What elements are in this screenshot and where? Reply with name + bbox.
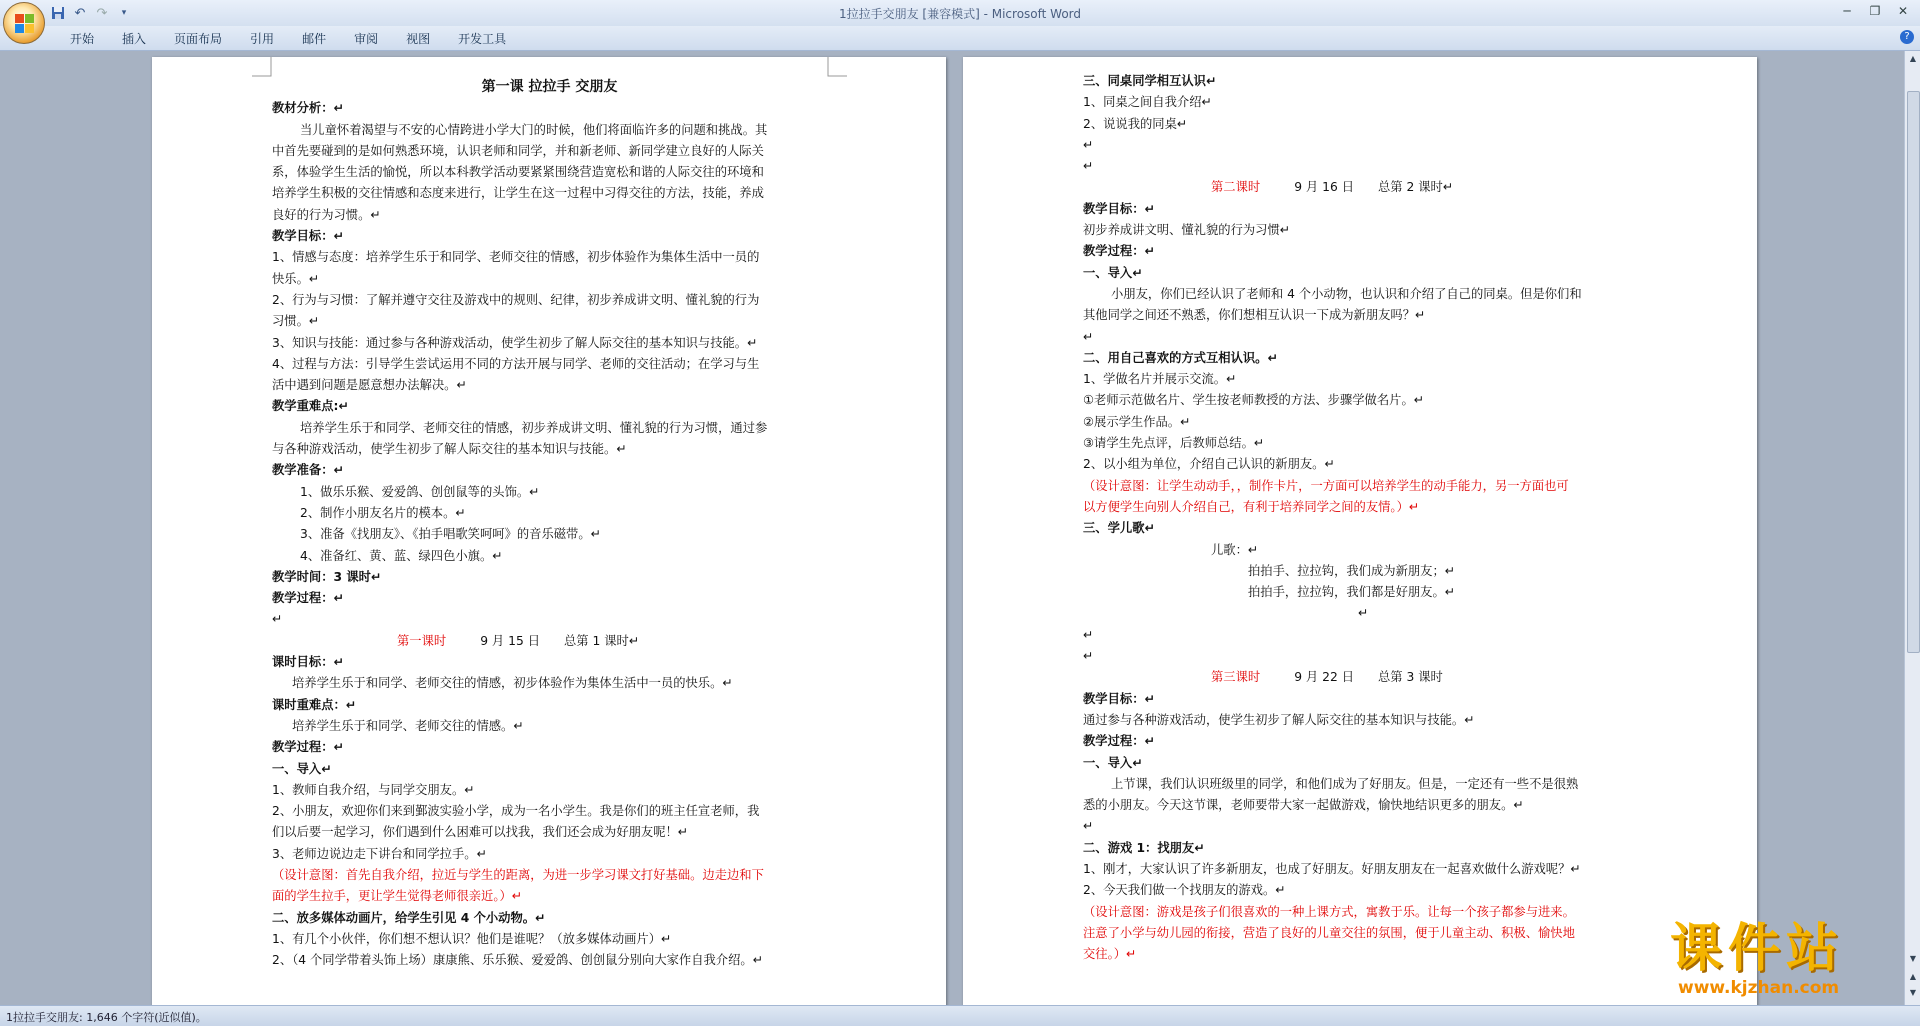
paragraph-line: 中首先要碰到的是如何熟悉环境，认识老师和同学，并和新老师、新同学建立良好的人际关 bbox=[272, 143, 764, 158]
next-page-icon[interactable]: ▼ bbox=[1909, 988, 1917, 997]
paragraph-line: 拍拍手、拉拉钩，我们成为新朋友；↵ bbox=[1248, 563, 1456, 578]
paragraph-line: 3、知识与技能：通过参与各种游戏活动，使学生初步了解人际交往的基本知识与技能。↵ bbox=[272, 335, 758, 350]
section-heading: 一、导入↵ bbox=[1083, 755, 1143, 770]
office-logo-icon bbox=[15, 14, 34, 33]
help-icon[interactable]: ? bbox=[1900, 30, 1914, 44]
paragraph-line: 2、制作小朋友名片的模本。↵ bbox=[300, 505, 466, 520]
paragraph-line: 通过参与各种游戏活动，使学生初步了解人际交往的基本知识与技能。↵ bbox=[1083, 712, 1475, 727]
paragraph-line: 1、有几个小伙伴，你们想不想认识？他们是谁呢？（放多媒体动画片）↵ bbox=[272, 931, 672, 946]
paragraph-line: ①老师示范做名片、学生按老师教授的方法、步骤学做名片。↵ bbox=[1083, 393, 1425, 408]
scroll-up-icon[interactable]: ▲ bbox=[1909, 54, 1917, 63]
section-heading: 教学过程：↵ bbox=[272, 591, 344, 606]
lesson-date: 9 月 16 日 bbox=[1294, 180, 1354, 195]
paragraph-line: 系，体验学生生活的愉悦，所以本科教学活动要紧紧围绕营造宽松和谐的人际交往的环境和 bbox=[272, 165, 764, 180]
paragraph-line: 培养学生乐于和同学、老师交往的情感，初步体验作为集体生活中一员的快乐。↵ bbox=[292, 676, 733, 691]
paragraph-line: 当儿童怀着渴望与不安的心情跨进小学大门的时候，他们将面临许多的问题和挑战。其 bbox=[300, 122, 768, 137]
tab-view[interactable]: 视图 bbox=[406, 32, 431, 46]
paragraph-line: 小朋友，你们已经认识了老师和 4 个小动物，也认识和介绍了自己的同桌。但是你们和 bbox=[1111, 286, 1582, 301]
right-page-content bbox=[1083, 71, 1638, 965]
undo-icon[interactable]: ↶ bbox=[74, 5, 86, 21]
paragraph-line: 3、准备《找朋友》、《拍手唱歌笑呵呵》的音乐磁带。↵ bbox=[300, 527, 601, 542]
paragraph-line: 活中遇到问题是愿意想办法解决。↵ bbox=[272, 378, 467, 393]
paragraph-line: ↵ bbox=[1083, 819, 1094, 834]
section-heading: 教学目标：↵ bbox=[1083, 201, 1155, 216]
paragraph-line: 1、同桌之间自我介绍↵ bbox=[1083, 95, 1212, 110]
design-intent-note: （设计意图：让学生动动手，，制作卡片，一方面可以培养学生的动手能力，另一方面也可 bbox=[1083, 478, 1569, 493]
lesson-total: 总第 1 课时↵ bbox=[564, 633, 640, 648]
window-title: 1拉拉手交朋友 [兼容模式] - Microsoft Word bbox=[838, 7, 1082, 21]
ribbon-tab-bar bbox=[0, 26, 1920, 51]
paragraph-line: 2、以小组为单位，介绍自己认识的新朋友。↵ bbox=[1083, 457, 1335, 472]
paragraph-line: ↵ bbox=[1358, 606, 1369, 621]
tab-developer[interactable]: 开发工具 bbox=[458, 32, 507, 46]
lesson-schedule-heading bbox=[272, 631, 827, 652]
section-heading: 教学过程：↵ bbox=[1083, 734, 1155, 749]
design-intent-note: 以方便学生向别人介绍自己，有利于培养同学之间的友情。）↵ bbox=[1083, 499, 1420, 514]
paragraph-line: ③请学生先点评，后教师总结。↵ bbox=[1083, 436, 1265, 451]
scroll-down-icon[interactable]: ▼ bbox=[1909, 954, 1917, 963]
paragraph-line: ②展示学生作品。↵ bbox=[1083, 414, 1191, 429]
paragraph-line: 2、（4 个同学带着头饰上场）康康熊、乐乐猴、爱爱鸽、创创鼠分别向大家作自我介绍。↵ bbox=[272, 953, 763, 968]
section-heading: 教材分析：↵ bbox=[272, 101, 344, 116]
section-heading: 教学目标：↵ bbox=[1083, 691, 1155, 706]
window-controls bbox=[1834, 2, 1916, 20]
tab-home[interactable]: 开始 bbox=[70, 32, 95, 46]
tab-insert[interactable]: 插入 bbox=[122, 32, 147, 46]
paragraph-line: 4、准备红、黄、蓝、绿四色小旗。↵ bbox=[300, 548, 503, 563]
lesson-schedule-heading bbox=[1083, 667, 1638, 688]
restore-icon[interactable]: ❐ bbox=[1869, 4, 1881, 18]
design-intent-note: 面的学生拉手，更让学生觉得老师很亲近。）↵ bbox=[272, 889, 523, 904]
paragraph-line: 悉的小朋友。今天这节课，老师要带大家一起做游戏，愉快地结识更多的朋友。↵ bbox=[1083, 798, 1524, 813]
paragraph-line: 培养学生乐于和同学、老师交往的情感。↵ bbox=[292, 718, 524, 733]
paragraph-line: 良好的行为习惯。↵ bbox=[272, 207, 381, 222]
section-heading: 教学目标：↵ bbox=[272, 229, 344, 244]
lesson-number: 第三课时 bbox=[1211, 670, 1261, 685]
paragraph-line: ↵ bbox=[1083, 329, 1094, 344]
paragraph-line: 培养学生积极的交往情感和态度来进行，让学生在这一过程中习得交往的方法，技能，养成 bbox=[272, 186, 764, 201]
document-page-right[interactable] bbox=[963, 57, 1757, 1005]
section-heading: 课时目标：↵ bbox=[272, 655, 344, 670]
paragraph-line: ↵ bbox=[1083, 649, 1094, 664]
paragraph-line: 儿歌：↵ bbox=[1211, 542, 1259, 557]
paragraph-line: 拍拍手，拉拉钩，我们都是好朋友。↵ bbox=[1248, 585, 1456, 600]
paragraph-line: 培养学生乐于和同学、老师交往的情感，初步养成讲文明、懂礼貌的行为习惯，通过参 bbox=[300, 420, 768, 435]
design-intent-note: 注意了小学与幼儿园的衔接，营造了良好的儿童交往的氛围，便于儿童主动、积极、愉快地 bbox=[1083, 925, 1575, 940]
section-heading: 一、导入↵ bbox=[1083, 265, 1143, 280]
lesson-date: 9 月 15 日 bbox=[480, 633, 540, 648]
left-page-content bbox=[272, 77, 827, 971]
paragraph-line: ↵ bbox=[1083, 159, 1094, 174]
lesson-number: 第一课时 bbox=[397, 633, 447, 648]
paragraph-line: 2、小朋友，欢迎你们来到鄞波实验小学，成为一名小学生。我是你们的班主任宣老师，我 bbox=[272, 804, 760, 819]
paragraph-line: 与各种游戏活动，使学生初步了解人际交往的基本知识与技能。↵ bbox=[272, 442, 627, 457]
lesson-schedule-heading bbox=[1083, 177, 1638, 198]
paragraph-line: 4、过程与方法：引导学生尝试运用不同的方法开展与同学、老师的交往活动；在学习与生 bbox=[272, 356, 760, 371]
paragraph-line: 1、刚才，大家认识了许多新朋友，也成了好朋友。好朋友朋友在一起喜欢做什么游戏呢？↵ bbox=[1083, 861, 1581, 876]
watermark-logo: 课件站 bbox=[1670, 919, 1845, 979]
design-intent-note: （设计意图：首先自我介绍，拉近与学生的距离，为进一步学习课文打好基础。边走边和下 bbox=[272, 867, 764, 882]
redo-icon[interactable]: ↷ bbox=[96, 5, 108, 21]
previous-page-icon[interactable]: ▲ bbox=[1909, 972, 1917, 981]
word-count-status[interactable]: 1拉拉手交朋友: 1,646 个字符(近似值)。 bbox=[6, 1011, 207, 1024]
vertical-scrollbar[interactable] bbox=[1904, 51, 1920, 1005]
site-watermark bbox=[1670, 920, 1900, 1005]
paragraph-line: 上节课，我们认识班级里的同学，和他们成为了好朋友。但是，一定还有一些不是很熟 bbox=[1111, 776, 1579, 791]
status-bar bbox=[0, 1005, 1920, 1026]
design-intent-note: 交往。）↵ bbox=[1083, 947, 1137, 962]
tab-mailings[interactable]: 邮件 bbox=[302, 32, 327, 46]
paragraph-line: 2、行为与习惯：了解并遵守交往及游戏中的规则、纪律，初步养成讲文明、懂礼貌的行为 bbox=[272, 292, 760, 307]
paragraph-line: 2、今天我们做一个找朋友的游戏。↵ bbox=[1083, 883, 1286, 898]
office-button[interactable] bbox=[3, 2, 45, 44]
paragraph-line: 其他同学之间还不熟悉，你们想相互认识一下成为新朋友吗？↵ bbox=[1083, 308, 1426, 323]
tab-review[interactable]: 审阅 bbox=[354, 32, 379, 46]
tab-page-layout[interactable]: 页面布局 bbox=[174, 32, 223, 46]
paragraph-line: 1、做乐乐猴、爱爱鸽、创创鼠等的头饰。↵ bbox=[300, 484, 540, 499]
margin-corner-mark bbox=[827, 57, 847, 77]
lesson-date: 9 月 22 日 bbox=[1294, 670, 1354, 685]
section-heading: 教学准备：↵ bbox=[272, 463, 344, 478]
paragraph-line: 3、老师边说边走下讲台和同学拉手。↵ bbox=[272, 846, 487, 861]
section-heading: 二、放多媒体动画片，给学生引见 4 个小动物。↵ bbox=[272, 910, 546, 925]
minimize-icon[interactable]: ─ bbox=[1843, 4, 1851, 18]
section-heading: 教学时间：3 课时↵ bbox=[272, 569, 382, 584]
watermark-url: www.kjzhan.com bbox=[1678, 978, 1840, 998]
paragraph-line: 2、说说我的同桌↵ bbox=[1083, 116, 1188, 131]
section-heading: 一、导入↵ bbox=[272, 761, 332, 776]
paragraph-line: ↵ bbox=[272, 612, 283, 627]
lesson-total: 总第 2 课时↵ bbox=[1378, 180, 1454, 195]
paragraph-line: ↵ bbox=[1083, 137, 1094, 152]
document-page-left[interactable] bbox=[152, 57, 946, 1005]
paragraph-line: 初步养成讲文明、懂礼貌的行为习惯↵ bbox=[1083, 223, 1291, 238]
section-heading: 教学重难点:↵ bbox=[272, 399, 349, 414]
document-workspace[interactable] bbox=[0, 51, 1904, 1005]
paragraph-line: 们以后要一起学习，你们遇到什么困难可以找我，我们还会成为好朋友呢！↵ bbox=[272, 825, 689, 840]
margin-corner-mark bbox=[252, 57, 272, 77]
paragraph-line: 1、情感与态度：培养学生乐于和同学、老师交往的情感，初步体验作为集体生活中一员的 bbox=[272, 250, 760, 265]
customize-toolbar-icon[interactable]: ▾ bbox=[121, 8, 127, 18]
section-heading: 二、用自己喜欢的方式互相认识。↵ bbox=[1083, 350, 1278, 365]
lesson-total: 总第 3 课时 bbox=[1378, 670, 1443, 685]
scrollbar-thumb[interactable] bbox=[1907, 91, 1920, 653]
lesson-number: 第二课时 bbox=[1211, 180, 1261, 195]
section-heading: 三、同桌同学相互认识↵ bbox=[1083, 74, 1217, 88]
close-icon[interactable]: ✕ bbox=[1897, 4, 1909, 18]
section-heading: 二、游戏 1：找朋友↵ bbox=[1083, 840, 1205, 855]
paragraph-line: 习惯。↵ bbox=[272, 314, 320, 329]
section-heading: 课时重难点：↵ bbox=[272, 697, 357, 712]
lesson-title: 第一课 拉拉手 交朋友 bbox=[481, 79, 618, 95]
section-heading: 教学过程：↵ bbox=[272, 740, 344, 755]
design-intent-note: （设计意图：游戏是孩子们很喜欢的一种上课方式，寓教于乐。让每一个孩子都参与进来。 bbox=[1083, 904, 1575, 919]
paragraph-line: 1、教师自我介绍，与同学交朋友。↵ bbox=[272, 782, 475, 797]
paragraph-line: 1、学做名片并展示交流。↵ bbox=[1083, 372, 1237, 387]
section-heading: 教学过程：↵ bbox=[1083, 244, 1155, 259]
title-bar bbox=[0, 0, 1920, 26]
section-heading: 三、学儿歌↵ bbox=[1083, 521, 1155, 536]
paragraph-line: 快乐。↵ bbox=[272, 271, 320, 286]
paragraph-line: ↵ bbox=[1083, 627, 1094, 642]
tab-references[interactable]: 引用 bbox=[250, 32, 275, 46]
